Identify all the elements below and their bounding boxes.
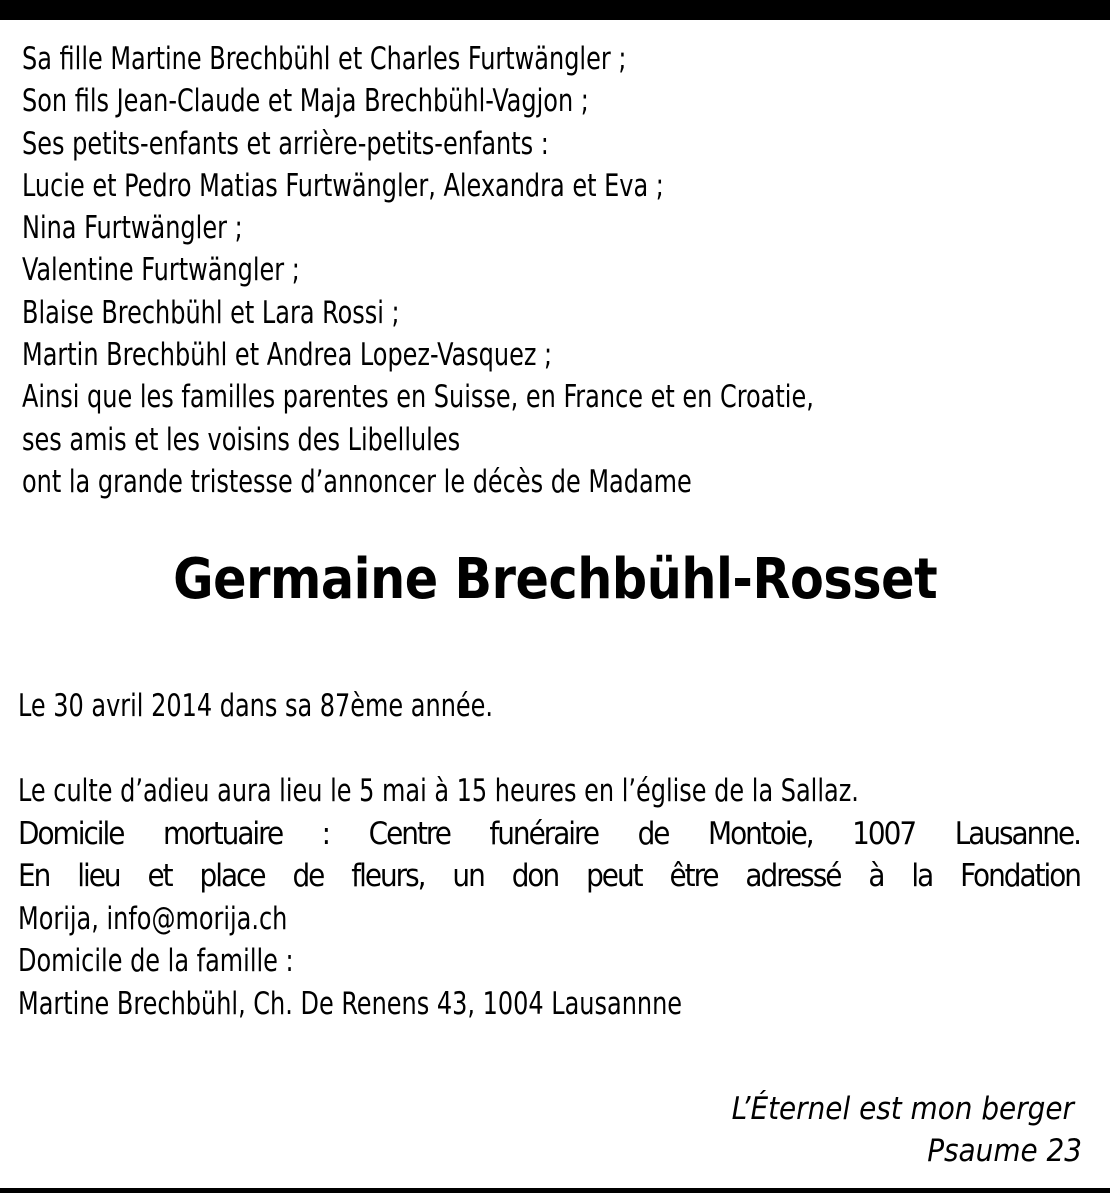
quote-text: L’Éternel est mon berger — [731, 1091, 1074, 1127]
family-announcement — [22, 38, 934, 503]
family-line: ses amis et les voisins des Libellules — [22, 421, 461, 458]
closing-quote — [732, 1088, 1082, 1172]
donation-contact: Morija, info@morija.ch — [18, 900, 288, 937]
service-info: Le culte d’adieu aura lieu le 5 mai à 15 heures en l’église de la Sallaz. — [18, 773, 859, 809]
quote-source: Psaume 23 — [927, 1133, 1082, 1169]
donation-info: En lieu et place de fleurs, un don peut être adressé à la Fondation — [18, 858, 1080, 895]
family-line: Sa fille Martine Brechbühl et Charles Furtwängler ; — [22, 41, 627, 77]
deceased-name-heading — [0, 545, 1110, 615]
family-line: Ses petits-enfants et arrière-petits-enfants : — [22, 125, 549, 162]
family-line: Valentine Furtwängler ; — [22, 252, 300, 289]
funeral-details — [18, 770, 1080, 1026]
family-line: Son fils Jean-Claude et Maja Brechbühl-Vagjon ; — [22, 83, 589, 120]
family-line: Blaise Brechbühl et Lara Rossi ; — [22, 294, 400, 331]
deceased-name: Germaine Brechbühl-Rosset — [172, 547, 938, 612]
mortuary-info: Domicile mortuaire : Centre funéraire de Montoie, 1007 Lausanne. — [18, 815, 1080, 852]
family-line: Lucie et Pedro Matias Furtwängler, Alexandra et Eva ; — [22, 167, 664, 204]
top-border-rule — [0, 0, 1110, 20]
death-date-line: Le 30 avril 2014 dans sa 87ème année. — [18, 688, 494, 724]
family-home-address: Martine Brechbühl, Ch. De Renens 43, 1004 Lausannne — [18, 985, 683, 1022]
family-line: Ainsi que les familles parentes en Suisse, en France et en Croatie, — [22, 379, 814, 416]
bottom-border-rule — [0, 1188, 1110, 1193]
family-line: Martin Brechbühl et Andrea Lopez-Vasquez ; — [22, 337, 553, 374]
family-home-label: Domicile de la famille : — [18, 943, 294, 980]
family-line: ont la grande tristesse d’annoncer le décès de Madame — [22, 463, 692, 500]
family-line: Nina Furtwängler ; — [22, 210, 243, 247]
